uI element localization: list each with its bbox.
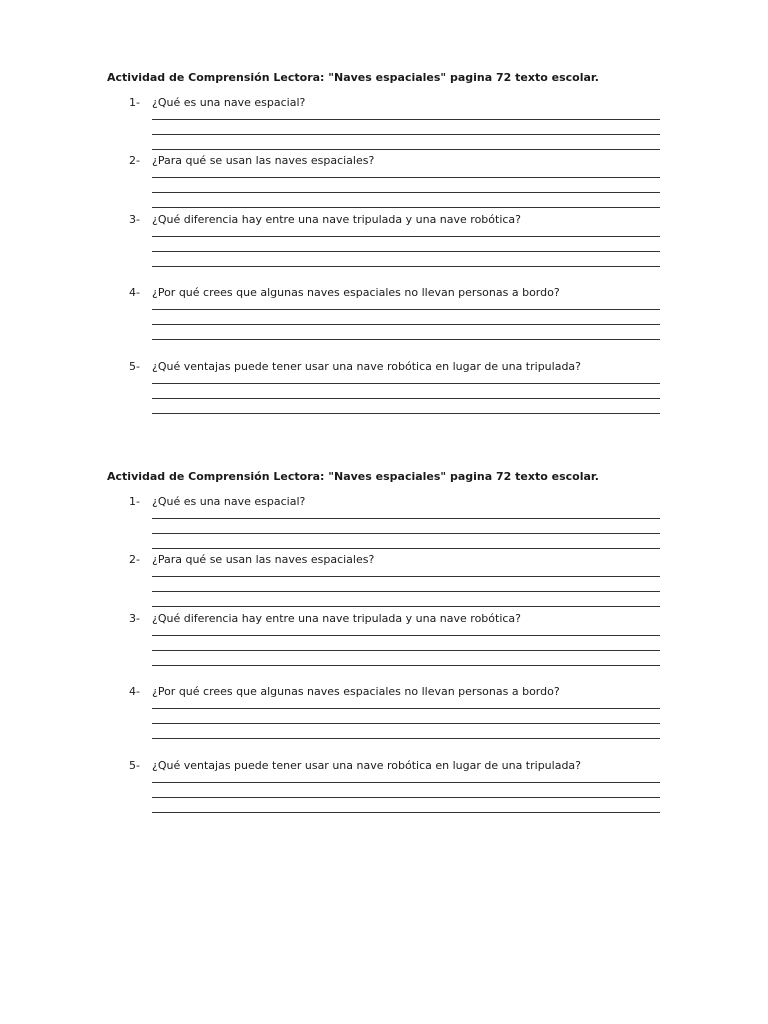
answer-line [152, 266, 660, 267]
answer-line [152, 251, 660, 252]
question-text: ¿Qué ventajas puede tener usar una nave robótica en lugar de una tripulada? [152, 759, 582, 772]
answer-line [152, 518, 660, 519]
question-text: ¿Por qué crees que algunas naves espaciales no llevan personas a bordo? [152, 286, 560, 299]
answer-line [152, 149, 660, 150]
question-number: 4- [129, 286, 140, 299]
answer-line [152, 398, 660, 399]
answer-line [152, 533, 660, 534]
question-text: ¿Qué ventajas puede tener usar una nave robótica en lugar de una tripulada? [152, 360, 582, 373]
question-number: 3- [129, 213, 140, 226]
question-number: 4- [129, 685, 140, 698]
answer-line [152, 413, 660, 414]
question-text: ¿Qué diferencia hay entre una nave tripulada y una nave robótica? [152, 612, 522, 625]
answer-line [152, 665, 660, 666]
answer-line [152, 548, 660, 549]
answer-line [152, 192, 660, 193]
answer-line [152, 812, 660, 813]
answer-line [152, 119, 660, 120]
question-text: ¿Por qué crees que algunas naves espaciales no llevan personas a bordo? [152, 685, 560, 698]
answer-line [152, 309, 660, 310]
answer-line [152, 738, 660, 739]
answer-line [152, 324, 660, 325]
answer-line [152, 635, 660, 636]
answer-line [152, 576, 660, 577]
question-number: 5- [129, 360, 140, 373]
question-number: 2- [129, 553, 140, 566]
question-text: ¿Qué es una nave espacial? [152, 495, 306, 508]
answer-line [152, 606, 660, 607]
answer-line [152, 339, 660, 340]
answer-line [152, 177, 660, 178]
answer-line [152, 383, 660, 384]
question-text: ¿Para qué se usan las naves espaciales? [152, 553, 375, 566]
answer-line [152, 591, 660, 592]
question-number: 1- [129, 96, 140, 109]
question-text: ¿Qué diferencia hay entre una nave tripulada y una nave robótica? [152, 213, 522, 226]
answer-line [152, 708, 660, 709]
question-number: 5- [129, 759, 140, 772]
answer-line [152, 782, 660, 783]
answer-line [152, 134, 660, 135]
question-text: ¿Qué es una nave espacial? [152, 96, 306, 109]
question-number: 1- [129, 495, 140, 508]
answer-line [152, 797, 660, 798]
answer-line [152, 723, 660, 724]
answer-line [152, 207, 660, 208]
question-number: 2- [129, 154, 140, 167]
question-number: 3- [129, 612, 140, 625]
worksheet-title: Actividad de Comprensión Lectora: "Naves espaciales" pagina 72 texto escolar. [107, 470, 599, 483]
answer-line [152, 236, 660, 237]
worksheet-title: Actividad de Comprensión Lectora: "Naves espaciales" pagina 72 texto escolar. [107, 71, 599, 84]
answer-line [152, 650, 660, 651]
question-text: ¿Para qué se usan las naves espaciales? [152, 154, 375, 167]
